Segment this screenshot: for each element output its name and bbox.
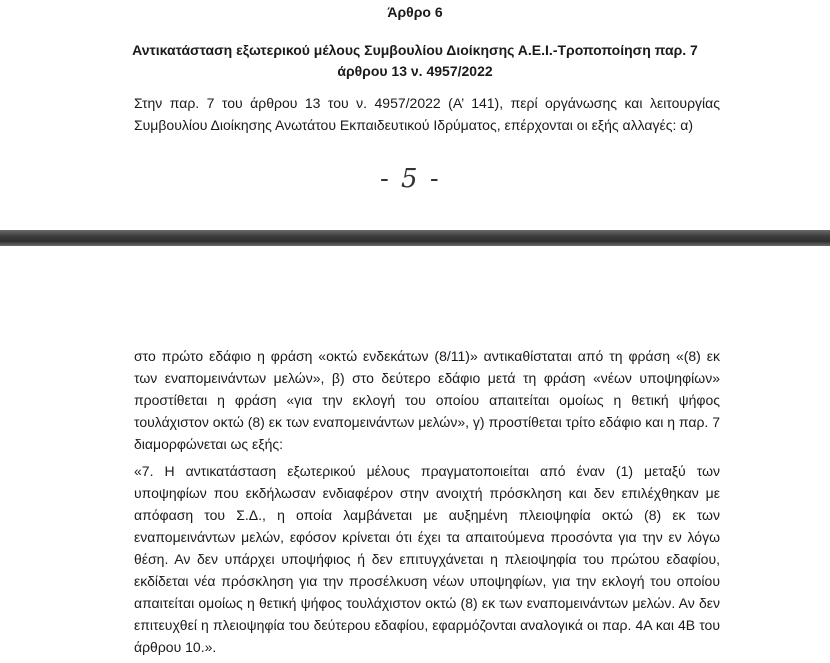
intro-paragraph: Στην παρ. 7 του άρθρου 13 του ν. 4957/2022 (Α’ 141), περί οργάνωσης και λειτουργίας Συμβουλίου Διοίκησης Ανωτάτου Εκπαιδευτικού Ιδρύματος, επέρχονται οι εξής αλλαγές: α) [134, 95, 720, 133]
page-separator [0, 230, 830, 246]
article-number: Άρθρο 6 [387, 4, 443, 20]
article-heading: Αντικατάσταση εξωτερικού μέλους Συμβουλίου Διοίκησης Α.Ε.Ι.-Τροποποίηση παρ. 7 άρθρου 13 ν. 4957/2022 [132, 42, 698, 79]
document-page-top [0, 0, 830, 230]
continued-paragraph: στο πρώτο εδάφιο η φράση «οκτώ ενδεκάτων (8/11)» αντικαθίσταται από τη φράση «(8) εκ των εναπομεινάντων μελών», β) στο δεύτερο εδάφιο μετά τη φράση «νέων υποψηφίων» προστίθεται η φράση «για την εκλογή του οποίου απαιτείται ομοίως η θετική ψήφος τουλάχιστον οκτώ (8) εκ των εναπομεινάντων μελών», γ) προστίθεται τρίτο εδάφιο και η παρ. 7 διαμορφώνεται ως εξής: [134, 348, 720, 452]
document-page-bottom [0, 246, 830, 663]
quoted-amendment-paragraph: «7. Η αντικατάσταση εξωτερικού μέλους πραγματοποιείται από έναν (1) μεταξύ των υποψηφίων που εκδήλωσαν ενδιαφέρον στην ανοιχτή πρόσκληση και δεν επιλέχθηκαν με απόφαση του Σ.Δ., η οποία λαμβάνεται με αυξημένη πλειοψηφία οκτώ (8) εκ των εναπομεινάντων μελών, εφόσον κρίνεται ότι έχει τα απαιτούμενα προσόντα για την εν λόγω θέση. Αν δεν υπάρχει υποψήφιος ή δεν επιτυγχάνεται η πλειοψηφία του πρώτου εδαφίου, εκδίδεται νέα πρόσκληση για την προσέλκυση νέων υποψηφίων, για την εκλογή του οποίου απαιτείται ομοίως η θετική ψήφος τουλάχιστον οκτώ (8) εκ των εναπομεινάντων μελών. Αν δεν επιτευχθεί η πλειοψηφία του δεύτερου εδαφίου, εφαρμόζονται αναλογικά οι παρ. 4Α και 4Β του άρθρου 10.». [134, 463, 720, 655]
page-number: - 5 - [380, 164, 441, 194]
